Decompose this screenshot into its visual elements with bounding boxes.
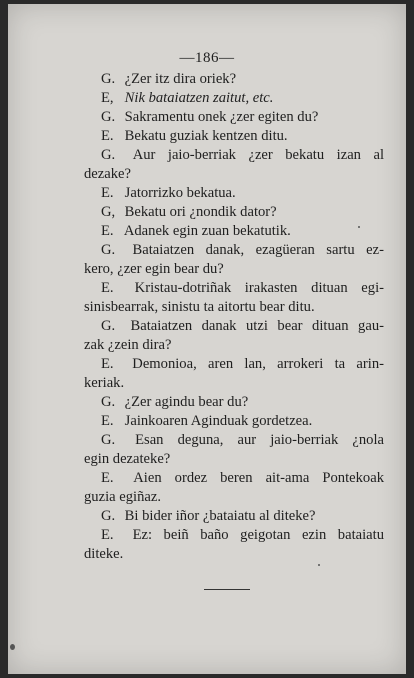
catechism-text — [84, 70, 384, 564]
speaker-label: E. — [101, 356, 114, 372]
text-line — [84, 317, 384, 336]
text-line — [84, 545, 384, 564]
line-text: Bataiatzen danak utzi bear dituan gau- — [130, 318, 384, 334]
page-number: —186— — [179, 50, 235, 66]
line-text: egin dezateke? — [84, 451, 171, 467]
line-text: ¿Zer itz dira oriek? — [124, 71, 237, 87]
line-text: sinisbearrak, sinistu ta aitortu bear ditu. — [84, 299, 315, 315]
text-line — [84, 241, 384, 260]
speaker-label: G. — [101, 394, 116, 410]
line-text: Bataiatzen danak, ezagüeran sartu ez- — [132, 242, 384, 258]
text-line — [84, 488, 384, 507]
text-line — [84, 127, 384, 146]
line-text: Nik bataiatzen zaitut, etc. — [124, 90, 274, 106]
speaker-label: E. — [101, 413, 114, 429]
speaker-label: G. — [101, 508, 116, 524]
text-line — [84, 108, 384, 127]
section-divider — [204, 589, 250, 590]
text-line — [84, 469, 384, 488]
line-text: Esan deguna, aur jaio-berriak ¿nola — [135, 432, 384, 448]
line-text: keriak. — [84, 375, 125, 391]
line-text: Jatorrizko bekatua. — [124, 185, 236, 201]
line-text: Bekatu guziak kentzen ditu. — [124, 128, 288, 144]
book-page — [8, 4, 406, 674]
text-line — [84, 526, 384, 545]
line-text: Aien ordez beren ait-ama Pontekoak — [133, 470, 384, 486]
line-text: Demonioa, aren lan, arrokeri ta arin- — [132, 356, 384, 372]
text-line — [84, 279, 384, 298]
text-line — [84, 165, 384, 184]
ink-speck — [318, 564, 320, 566]
text-line — [84, 336, 384, 355]
speaker-label: E. — [101, 185, 114, 201]
text-line — [84, 184, 384, 203]
line-text: guzia egiñaz. — [84, 489, 161, 505]
speaker-label: G, — [101, 204, 116, 220]
text-line — [84, 203, 384, 222]
line-text: ¿Zer agindu bear du? — [124, 394, 249, 410]
text-line — [84, 146, 384, 165]
speaker-label: E. — [101, 527, 114, 543]
text-line — [84, 450, 384, 469]
line-text: Ez: beiñ baño geigotan ezin bataiatu — [132, 527, 384, 543]
line-text: Jainkoaren Aginduak gordetzea. — [124, 413, 313, 429]
line-text: dezake? — [84, 166, 131, 182]
line-text: Bi bider iñor ¿bataiatu al diteke? — [124, 508, 316, 524]
speaker-label: E, — [101, 90, 114, 106]
speaker-label: G. — [101, 71, 116, 87]
text-line — [84, 355, 384, 374]
text-line — [84, 374, 384, 393]
text-line — [84, 298, 384, 317]
text-line — [84, 222, 384, 241]
line-text: zak ¿zein dira? — [84, 337, 172, 353]
line-text: Sakramentu onek ¿zer egiten du? — [124, 109, 319, 125]
ink-speck — [10, 644, 15, 650]
line-text: diteke. — [84, 546, 124, 562]
speaker-label: G. — [101, 147, 116, 163]
text-line — [84, 260, 384, 279]
speaker-label: E. — [101, 223, 114, 239]
text-line — [84, 393, 384, 412]
speaker-label: G. — [101, 432, 116, 448]
speaker-label: G. — [101, 318, 116, 334]
speaker-label: E. — [101, 280, 114, 296]
speaker-label: G. — [101, 109, 116, 125]
line-text: Adanek egin zuan bekatutik. — [123, 223, 291, 239]
line-text: kero, ¿zer egin bear du? — [84, 261, 224, 277]
text-line — [84, 89, 384, 108]
text-line — [84, 507, 384, 526]
speaker-label: E. — [101, 470, 114, 486]
speaker-label: E. — [101, 128, 114, 144]
text-line — [84, 70, 384, 89]
text-line — [84, 431, 384, 450]
text-line — [84, 412, 384, 431]
line-text: Kristau-dotriñak irakasten dituan egi- — [134, 280, 384, 296]
speaker-label: G. — [101, 242, 116, 258]
ink-speck — [358, 226, 360, 228]
line-text: Aur jaio-berriak ¿zer bekatu izan al — [132, 147, 384, 163]
line-text: Bekatu ori ¿nondik dator? — [124, 204, 277, 220]
